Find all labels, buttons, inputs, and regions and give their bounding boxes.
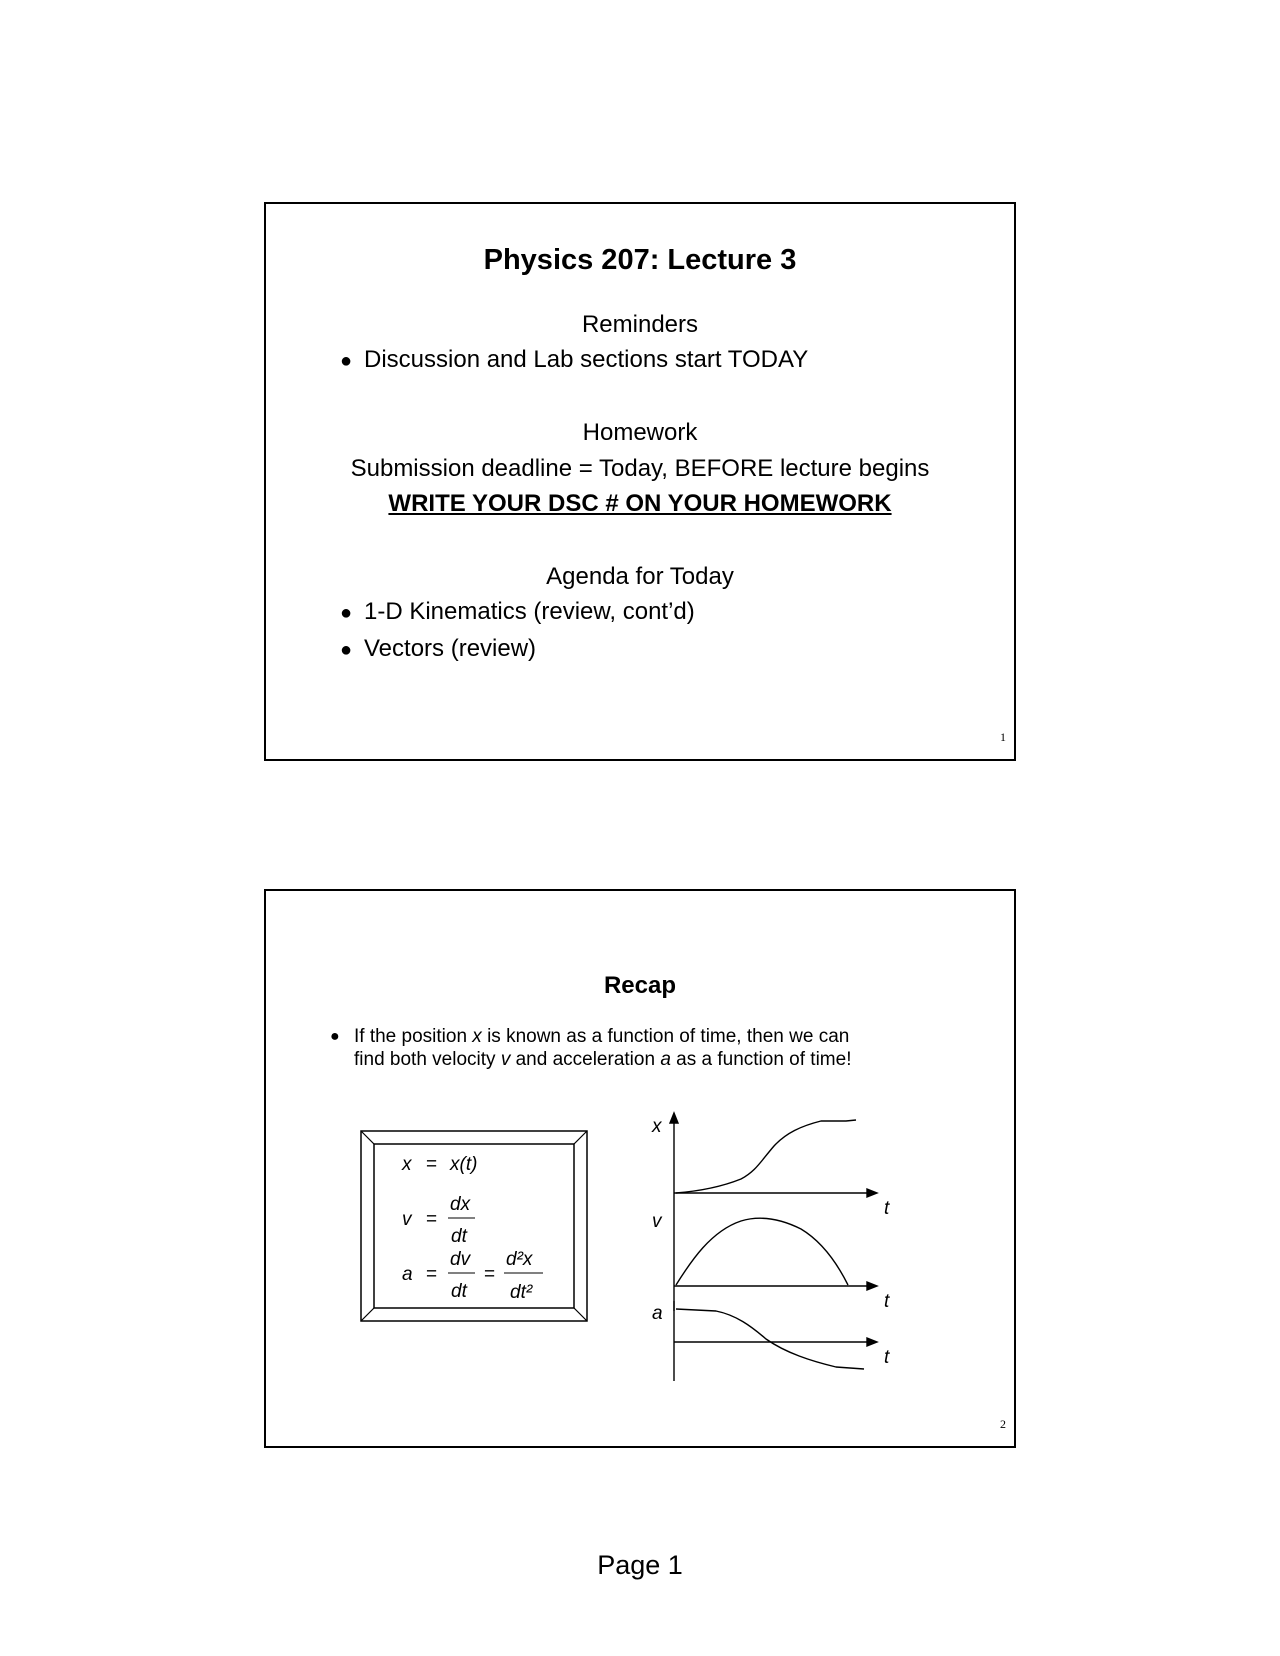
t-label: t	[884, 1347, 890, 1368]
bullet-icon: ●	[340, 639, 353, 661]
homework-emphasis: WRITE YOUR DSC # ON YOUR HOMEWORK	[388, 490, 892, 517]
reminders-heading: Reminders	[581, 311, 699, 338]
eq-equals: =	[484, 1264, 496, 1285]
agenda-item: ● Vectors (review)	[340, 635, 537, 662]
x-axis-label: x	[652, 1116, 662, 1137]
homework-heading: Homework	[582, 419, 698, 446]
recap-line-1: If the position x is known as a function of time, then we can	[354, 1026, 850, 1047]
eq-dt: dt	[451, 1226, 467, 1247]
a-axis-label: a	[652, 1303, 663, 1324]
eq-dt2: dt²	[510, 1282, 533, 1303]
eq-equals: =	[426, 1209, 438, 1230]
t-label: t	[884, 1291, 890, 1312]
page-footer: Page 1	[597, 1550, 683, 1580]
agenda-heading: Agenda for Today	[546, 563, 734, 590]
slide-number: 1	[1000, 730, 1006, 744]
motion-graphs	[646, 1101, 906, 1381]
recap-line-2: find both velocity v and acceleration a as a function of time!	[354, 1049, 852, 1070]
slide-2-title: Recap	[603, 972, 677, 999]
bullet-icon: ●	[340, 602, 353, 624]
position-curve	[676, 1120, 856, 1193]
slide-1	[264, 202, 1016, 761]
equation-frame	[360, 1130, 588, 1322]
eq-x-rhs: x(t)	[450, 1154, 478, 1175]
bullet-icon: ●	[340, 350, 353, 372]
eq-d2x: d²x	[506, 1249, 533, 1270]
slide-2	[264, 889, 1016, 1448]
eq-v-lhs: v	[402, 1209, 412, 1230]
eq-dt: dt	[451, 1281, 467, 1302]
reminder-item: ● Discussion and Lab sections start TODAY	[340, 346, 809, 373]
v-axis-label: v	[652, 1211, 662, 1232]
agenda-item: ● 1-D Kinematics (review, cont’d)	[340, 598, 695, 625]
slide-1-title: Physics 207: Lecture 3	[483, 244, 797, 276]
eq-equals: =	[426, 1154, 438, 1175]
eq-x-lhs: x	[402, 1154, 412, 1175]
eq-a-lhs: a	[402, 1264, 413, 1285]
acceleration-curve	[676, 1309, 864, 1369]
eq-dv: dv	[450, 1249, 471, 1270]
eq-equals: =	[426, 1264, 438, 1285]
bullet-icon: ●	[330, 1028, 340, 1045]
t-label: t	[884, 1198, 890, 1219]
eq-dx: dx	[450, 1194, 471, 1215]
velocity-curve	[676, 1218, 848, 1285]
homework-deadline: Submission deadline = Today, BEFORE lecture begins	[350, 455, 930, 482]
recap-bullet	[330, 1025, 852, 1071]
slide-number: 2	[1000, 1417, 1006, 1431]
